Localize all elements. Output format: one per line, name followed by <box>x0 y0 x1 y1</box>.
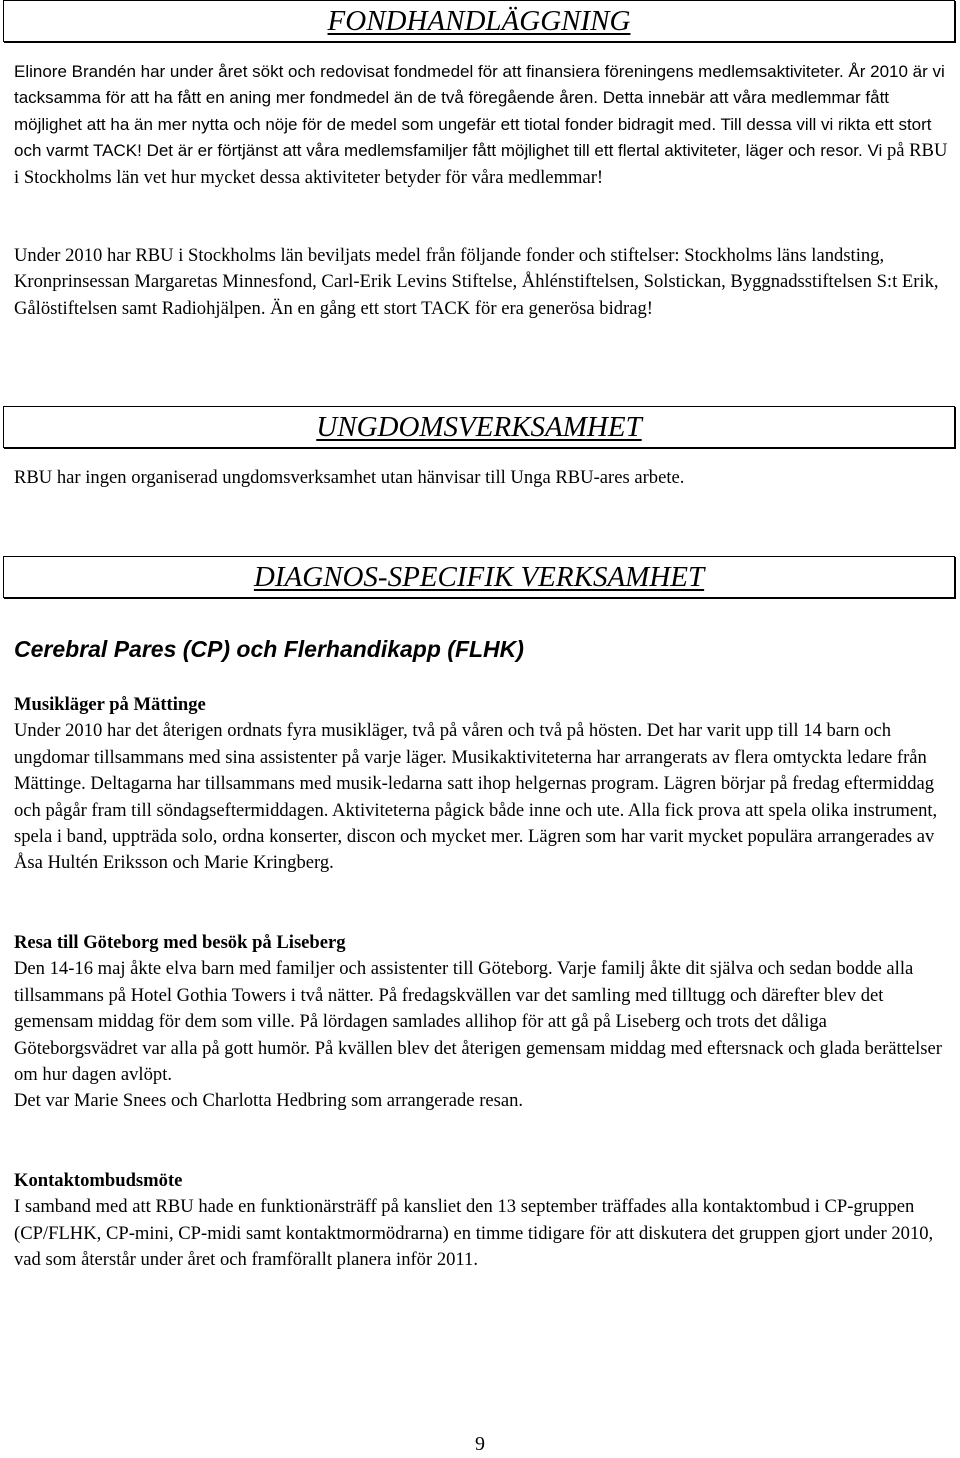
block-text: Den 14-16 maj åkte elva barn med familjer och assistenter till Göteborg. Varje familj åkte dit själva och sedan bodde alla tillsammans på Hotel Gothia Towers i två nätter. På fredagskvällen var det samling med tilltugg och därefter blev det gemensam middag för dem som ville. På lördagen samlades allihop för att gå på Liseberg och trots det dåliga Göteborgsvädret var alla på gott humör. På kvällen blev det återigen gemensam middag med eftersnack och glada berättelser om hur dagen avlöpt. <box>14 958 942 1086</box>
youth-paragraph: RBU har ingen organiserad ungdomsverksamhet utan hänvisar till Unga RBU-ares arbete. <box>14 467 685 488</box>
block-kontaktombudsmote <box>14 1168 949 1274</box>
block-title: Musikläger på Mättinge <box>14 694 206 715</box>
subheading-cp-flhk: Cerebral Pares (CP) och Flerhandikapp (FLHK) <box>14 636 524 662</box>
block-title: Resa till Göteborg med besök på Liseberg <box>14 932 346 953</box>
fund-paragraph <box>14 59 949 191</box>
section-heading-diagnos-specifik <box>3 556 955 598</box>
block-text-extra: Det var Marie Snees och Charlotta Hedbring som arrangerade resan. <box>14 1090 524 1112</box>
block-text: I samband med att RBU hade en funktionärsträff på kansliet den 13 september träffades alla kontaktombud i CP-gruppen (CP/FLHK, CP-mini, CP-midi samt kontaktmormödrarna) en timme tidigare för att diskutera det gruppen gjort under 2010, vad som återstår under året och framförallt planera inför 2011. <box>14 1196 934 1271</box>
fund-list-paragraph: Under 2010 har RBU i Stockholms län beviljats medel från följande fonder och stiftelser: Stockholms läns landsting, Kronprinsessan Margaretas Minnesfond, Carl-Erik Levins Stiftelse, Åhlénstiftelsen, Solstickan, Byggnadsstiftelsen S:t Erik, Gålöstiftelsen samt Radiohjälpen. Än en gång ett stort TACK för era generösa bidrag! <box>14 245 939 319</box>
block-goteborg-trip <box>14 930 949 1115</box>
section-heading-fondhandlaggning <box>3 0 955 42</box>
section-heading-ungdomsverksamhet <box>3 406 955 448</box>
page-number: 9 <box>475 1433 485 1455</box>
section-heading-text: UNGDOMSVERKSAMHET <box>316 411 642 443</box>
fund-paragraph-sans-text: Elinore Brandén har under året sökt och redovisat fondmedel för att finansiera föreningens medlemsaktiviteter. År 2010 är vi tacksamma för att ha fått en aning mer fondmedel än de två föregående åren. Detta innebär att våra medlemmar fått möjlighet att ha än mer nytta och nöje för de medel som ungefär ett tiotal fonder bidragit med. Till dessa vill vi rikta ett stort och varmt TACK! Det är er förtjänst att våra medlemsfamiljer fått möjlighet till ett flertal aktiviteter, läger och resor. Vi <box>14 62 945 161</box>
block-text: Under 2010 har det återigen ordnats fyra musikläger, två på våren och två på hösten. Det har varit upp till 14 barn och ungdomar tillsammans med sina assistenter på varje läger. Musikaktiviteterna har arrangerats av flera omtyckta ledare från Mättinge. Deltagarna har tillsammans med musik-ledarna satt ihop helgernas program. Lägren börjar på fredag eftermiddag och pågår fram till söndagseftermiddagen. Aktiviteterna pågick både inne och ute. Alla fick prova att spela olika instrument, spela i band, uppträda solo, ordna konserter, discon och mycket mer. Lägren som har varit mycket populära arrangerades av Åsa Hultén Eriksson och Marie Kringberg. <box>14 720 938 874</box>
section-heading-text: FONDHANDLÄGGNING <box>327 5 631 37</box>
section-heading-text: DIAGNOS-SPECIFIK VERKSAMHET <box>253 561 705 593</box>
block-musiklager <box>14 692 949 877</box>
block-title: Kontaktombudsmöte <box>14 1170 183 1191</box>
fund-paragraph-serif-text: på RBU i Stockholms län vet hur mycket dessa aktiviteter betyder för våra medlemmar! <box>14 140 948 188</box>
